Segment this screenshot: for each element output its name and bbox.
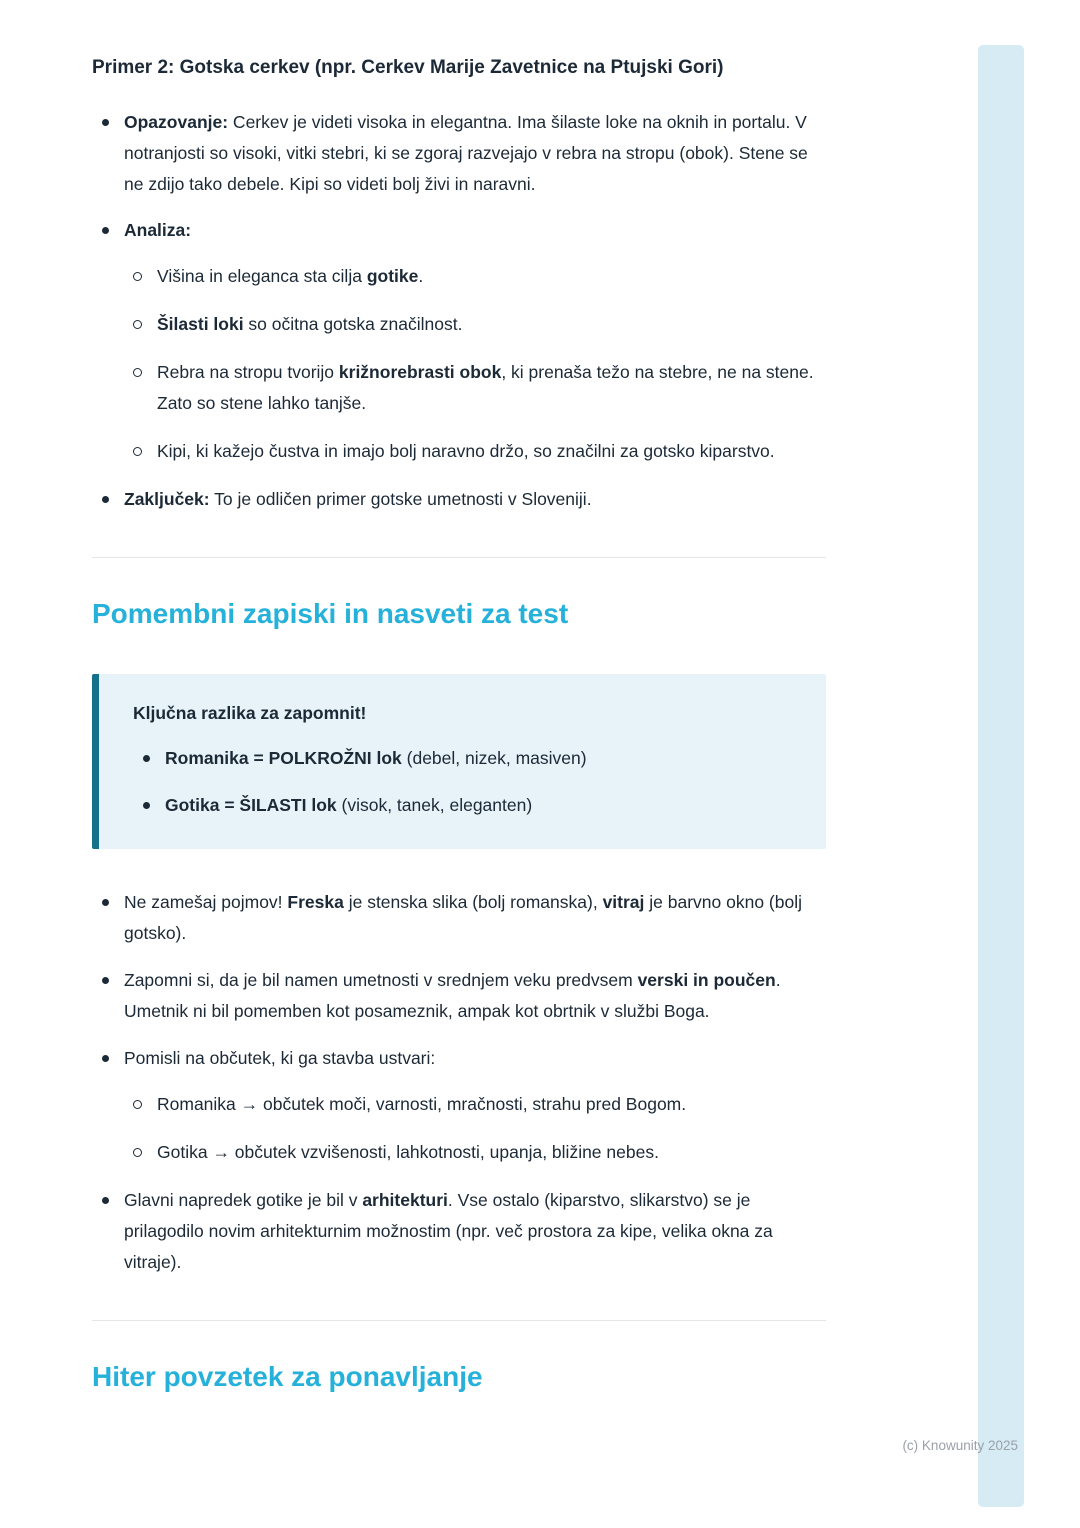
text-segment: Pomisli na občutek, ki ga stavba ustvari: <box>124 1048 436 1068</box>
conclusion-label: Zaključek: <box>124 489 210 509</box>
tip-item <box>92 887 826 949</box>
text-segment: Glavni napredek gotike je bil v <box>124 1190 363 1210</box>
analysis-item <box>92 215 826 467</box>
analysis-sublist <box>124 261 826 467</box>
footer-credit: (c) Knowunity 2025 <box>902 1438 1018 1453</box>
tip-subitem: Gotika → občutek vzvišenosti, lahkotnosti, upanja, bližine nebes. <box>124 1137 826 1168</box>
section-divider <box>92 557 826 558</box>
text-segment-bold: Gotika = ŠILASTI lok <box>165 795 337 815</box>
section-divider <box>92 1320 826 1321</box>
page-content <box>92 57 826 1393</box>
callout-item <box>133 743 796 774</box>
page-edge-strip <box>978 45 1024 1507</box>
text-segment: (debel, nizek, masiven) <box>401 748 587 768</box>
observation-item <box>92 107 826 200</box>
text-segment-bold: Freska <box>287 892 344 912</box>
observation-label: Opazovanje: <box>124 112 229 132</box>
text-segment-bold: gotike <box>366 266 419 286</box>
conclusion-text: To je odličen primer gotske umetnosti v Sloveniji. <box>209 489 592 509</box>
analysis-label: Analiza: <box>124 220 192 240</box>
conclusion-item <box>92 484 826 515</box>
analysis-subitem <box>124 309 826 340</box>
analysis-subitem <box>124 436 826 467</box>
tip-item <box>92 965 826 1027</box>
analysis-subitem <box>124 261 826 292</box>
text-segment-bold: arhitekturi <box>362 1190 448 1210</box>
text-segment: . Umetnik ni bil pomemben kot posameznik, ampak kot obrtnik v službi Boga. <box>124 970 781 1021</box>
key-difference-callout <box>92 674 826 849</box>
callout-title: Ključna razlika za zapomnit! <box>133 703 367 723</box>
text-segment: so očitna gotska značilnost. <box>243 314 463 334</box>
text-segment: , ki prenaša težo na stebre, ne na stene. Zato so stene lahko tanjše. <box>157 362 814 413</box>
tips-list <box>92 887 826 1278</box>
tip-item <box>92 1043 826 1168</box>
notes-heading: Pomembni zapiski in nasveti za test <box>92 598 569 629</box>
example-list <box>92 107 826 515</box>
text-segment-bold: križnorebrasti obok <box>338 362 502 382</box>
tip-item <box>92 1185 826 1278</box>
text-segment-bold: verski in poučen <box>637 970 776 990</box>
text-segment: Kipi, ki kažejo čustva in imajo bolj naravno držo, so značilni za gotsko kiparstvo. <box>157 441 775 461</box>
text-segment: Zapomni si, da je bil namen umetnosti v srednjem veku predvsem <box>124 970 638 990</box>
summary-heading: Hiter povzetek za ponavljanje <box>92 1361 483 1392</box>
text-segment: je stenska slika (bolj romanska), <box>343 892 603 912</box>
text-segment-bold: vitraj <box>602 892 645 912</box>
tip-sublist <box>124 1089 826 1168</box>
text-segment: (visok, tanek, eleganten) <box>336 795 533 815</box>
example-heading: Primer 2: Gotska cerkev (npr. Cerkev Marije Zavetnice na Ptujski Gori) <box>92 57 724 78</box>
callout-list <box>133 743 796 821</box>
text-segment: Rebra na stropu tvorijo <box>157 362 339 382</box>
callout-item <box>133 790 796 821</box>
text-segment: Višina in eleganca sta cilja <box>157 266 367 286</box>
observation-text: Cerkev je videti visoka in elegantna. Ima šilaste loke na oknih in portalu. V notranjosti so visoki, vitki stebri, ki se zgoraj razvejajo v rebra na stropu (obok). Stene se ne zdijo tako debele. Kipi so videti bolj živi in naravni. <box>124 112 808 194</box>
text-segment-bold: Romanika = POLKROŽNI lok <box>165 748 402 768</box>
text-segment: . Vse ostalo (kiparstvo, slikarstvo) se je prilagodilo novim arhitekturnim možnostim (npr. več prostora za kipe, velika okna za vitraje). <box>124 1190 773 1272</box>
text-segment-bold: Šilasti loki <box>157 314 244 334</box>
tip-subitem: Romanika → občutek moči, varnosti, mračnosti, strahu pred Bogom. <box>124 1089 826 1120</box>
text-segment: . <box>418 266 424 286</box>
text-segment: je barvno okno (bolj gotsko). <box>124 892 802 943</box>
text-segment: Ne zamešaj pojmov! <box>124 892 288 912</box>
analysis-subitem <box>124 357 826 419</box>
